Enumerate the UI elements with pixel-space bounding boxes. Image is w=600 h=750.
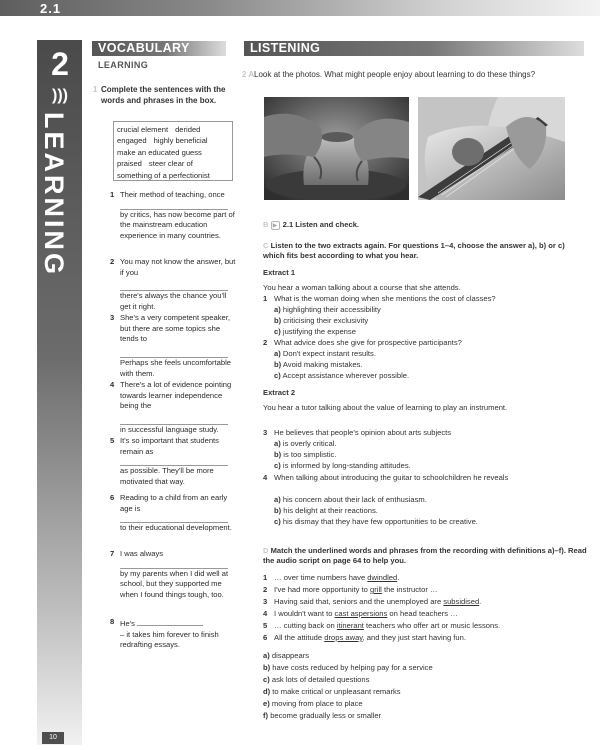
- sentence-text: There's a lot of evidence pointing towards learner independence being the: [120, 380, 232, 411]
- sentence-text: – it takes him forever to finish redrafting essays.: [120, 629, 219, 650]
- option-letter: b): [274, 450, 282, 459]
- sentence-number: 7: [110, 549, 115, 558]
- sentence-text: to their educational development.: [120, 523, 232, 533]
- answer-gap[interactable]: [120, 282, 228, 291]
- sentence-text: as possible. They'll be more motivated that way.: [120, 466, 214, 486]
- sentence-text: there's always the chance you'll get it right.: [120, 291, 227, 311]
- definition-text: to make critical or unpleasant remarks: [272, 687, 401, 696]
- definition-text: ask lots of detailed questions: [271, 675, 370, 684]
- item-number: 3: [263, 597, 268, 606]
- option-text: Accept assistance wherever possible.: [282, 371, 410, 380]
- question-text: What is the woman doing when she mentions the cost of classes?: [274, 294, 496, 303]
- sentence-number: 8: [110, 617, 115, 626]
- question-3: [263, 428, 588, 438]
- unit-number: 2: [51, 46, 69, 82]
- definition-letter: d): [263, 687, 271, 696]
- question-text: He believes that people's opinion about arts subjects: [274, 428, 452, 437]
- item-number: 6: [263, 633, 268, 642]
- answer-gap[interactable]: [120, 416, 228, 425]
- sentence-item: [110, 617, 238, 651]
- exercise-c: [263, 241, 588, 262]
- definition-item: [263, 699, 588, 709]
- option-letter: c): [274, 461, 281, 470]
- item-text: the instructor …: [381, 585, 438, 594]
- item-text: Having said that, seniors and the unemployed are: [274, 597, 444, 606]
- definition-text: disappears: [271, 651, 310, 660]
- sentence-number: 2: [110, 257, 115, 266]
- exercise-number: 1: [93, 85, 98, 94]
- definition-text: become gradually less or smaller: [270, 711, 382, 720]
- word-box: [113, 121, 233, 181]
- option-letter: b): [274, 506, 282, 515]
- option-letter: a): [274, 349, 281, 358]
- sentence-text: in successful language study.: [120, 424, 219, 434]
- option-text: Avoid making mistakes.: [282, 360, 363, 369]
- underlined-word: dwindled: [367, 573, 398, 582]
- question-number: 1: [263, 294, 268, 303]
- sentence-text: by critics, has now become part of the mainstream education experience in many countries.: [120, 209, 235, 240]
- item-text: I've had more opportunity to: [274, 585, 371, 594]
- sentence-item: [110, 380, 238, 436]
- extract-1-title: Extract 1: [263, 268, 296, 277]
- guitar-photo: [418, 97, 565, 200]
- sentence-text: It's so important that students remain as: [120, 436, 219, 456]
- answer-gap[interactable]: [120, 201, 228, 210]
- sentence-item: [110, 257, 238, 313]
- item-number: 4: [263, 609, 268, 618]
- item-text: … cutting back on: [274, 621, 337, 630]
- underlined-word: cast aspersions: [334, 609, 388, 618]
- answer-option[interactable]: [274, 517, 586, 527]
- page-number: 10: [42, 732, 64, 744]
- definition-letter: b): [263, 663, 271, 672]
- sentence-item: [110, 436, 238, 488]
- exercise-letter: D: [263, 546, 269, 555]
- answer-option[interactable]: [274, 506, 586, 516]
- instruction-text: Look at the photos. What might people enjoy about learning to do these things?: [254, 70, 536, 79]
- item-text: , and they just start having fun.: [362, 633, 466, 642]
- box-word: highly beneficial: [153, 136, 208, 146]
- item-text: … over time numbers have: [274, 573, 368, 582]
- answer-option[interactable]: [274, 495, 586, 505]
- box-word: make an educated guess: [117, 147, 202, 157]
- definition-letter: e): [263, 699, 270, 708]
- underlined-word: itinerant: [336, 621, 364, 630]
- answer-gap[interactable]: [120, 514, 228, 523]
- exercise-d: [263, 546, 588, 567]
- item-text: All the attitude: [274, 633, 325, 642]
- sentence-text: He's: [120, 619, 135, 628]
- option-letter: a): [274, 439, 281, 448]
- sentence-number: 5: [110, 436, 115, 445]
- underlined-word: drops away: [324, 633, 363, 642]
- extract-1-intro: You hear a woman talking about a course that she attends.: [263, 283, 461, 292]
- sentence-text: I was always: [120, 549, 164, 558]
- sentence-item: [110, 549, 238, 601]
- match-item: [263, 573, 588, 583]
- answer-option[interactable]: [274, 349, 586, 359]
- option-letter: c): [274, 517, 281, 526]
- definition-letter: c): [263, 675, 270, 684]
- answer-option[interactable]: [274, 316, 586, 326]
- item-number: 5: [263, 621, 268, 630]
- answer-gap[interactable]: [120, 560, 228, 569]
- instruction-text: Complete the sentences with the words and phrases in the box.: [101, 85, 226, 105]
- unit-title-vertical: [41, 112, 79, 342]
- match-item: [263, 633, 588, 643]
- top-banner: [0, 0, 600, 16]
- item-text: I wouldn't want to: [274, 609, 335, 618]
- definition-item: [263, 711, 588, 721]
- instruction-text: Match the underlined words and phrases from the recording with definitions a)–f). Read the audio script on page 64 to help you.: [263, 546, 587, 566]
- definition-text: moving from place to place: [271, 699, 363, 708]
- option-text: criticising their exclusivity: [283, 316, 369, 325]
- match-item: [263, 585, 588, 595]
- instruction-text: Listen to the two extracts again. For questions 1–4, choose the answer a), b) or c) which fits best according to what you hear.: [263, 241, 565, 261]
- definition-item: [263, 663, 588, 673]
- sentence-item: [110, 493, 238, 534]
- sentence-text: Perhaps she feels uncomfortable with them.: [120, 357, 232, 378]
- box-word: engaged: [117, 136, 147, 146]
- match-item: [263, 597, 588, 607]
- unit-title: LEARNING: [39, 112, 69, 277]
- question-2: [263, 338, 588, 348]
- item-number: 2: [263, 585, 268, 594]
- option-text: is overly critical.: [282, 439, 337, 448]
- box-word: something of a perfectionist: [117, 170, 210, 180]
- question-number: 2: [263, 338, 268, 347]
- question-4: [263, 473, 588, 483]
- sentence-number: 1: [110, 190, 115, 199]
- answer-option[interactable]: [274, 360, 586, 370]
- definition-item: [263, 687, 588, 697]
- listening-heading: LISTENING: [244, 41, 584, 56]
- answer-option[interactable]: [274, 450, 586, 460]
- audio-track: 2.1: [282, 220, 294, 229]
- question-text: What advice does she give for prospective participants?: [274, 338, 462, 347]
- option-text: is too simplistic.: [283, 450, 337, 459]
- definition-text: have costs reduced by helping pay for a service: [272, 663, 433, 672]
- sentence-text: She's a very competent speaker, but there are some topics she tends to: [120, 313, 230, 344]
- exercise-1-instruction: [93, 85, 231, 106]
- item-text: .: [397, 573, 400, 582]
- item-text: on head teachers …: [387, 609, 458, 618]
- extract-2-intro: You hear a tutor talking about the value of learning to play an instrument.: [263, 403, 508, 412]
- definition-letter: a): [263, 651, 270, 660]
- question-text: When talking about introducing the guitar to schoolchildren he reveals: [274, 473, 509, 482]
- answer-option[interactable]: [274, 305, 586, 315]
- option-letter: b): [274, 316, 282, 325]
- answer-gap[interactable]: [120, 457, 228, 466]
- sentence-text: by my parents when I did well at school, but they supported me when I found things tough, too.: [120, 568, 229, 599]
- sentence-number: 4: [110, 380, 115, 389]
- option-letter: b): [274, 360, 282, 369]
- sentence-number: 3: [110, 313, 115, 322]
- answer-option[interactable]: [274, 439, 586, 449]
- vocabulary-subheading: LEARNING: [98, 60, 149, 70]
- item-text: .: [479, 597, 482, 606]
- option-letter: a): [274, 305, 281, 314]
- match-item: [263, 621, 588, 631]
- extract-2-title: Extract 2: [263, 388, 296, 397]
- exercise-letter: B: [263, 220, 269, 229]
- box-word: crucial element: [117, 125, 169, 134]
- option-text: justifying the expense: [282, 327, 356, 336]
- option-text: is informed by long-standing attitudes.: [282, 461, 411, 470]
- sentence-text: You may not know the answer, but if you: [120, 257, 236, 277]
- answer-gap[interactable]: [120, 349, 228, 358]
- exercise-letter: C: [263, 241, 269, 250]
- sentence-text: Their method of teaching, once: [120, 190, 225, 199]
- option-text: his dismay that they have few opportunities to be creative.: [282, 517, 478, 526]
- option-letter: c): [274, 371, 281, 380]
- underlined-word: subsidised: [443, 597, 480, 606]
- option-letter: a): [274, 495, 281, 504]
- box-word: steer clear of: [148, 159, 193, 169]
- answer-option[interactable]: [274, 371, 586, 381]
- option-text: Don't expect instant results.: [282, 349, 376, 358]
- underlined-word: grill: [370, 585, 382, 594]
- option-letter: c): [274, 327, 281, 336]
- exercise-number: 2 A: [242, 70, 255, 79]
- instruction-text: Listen and check.: [295, 220, 360, 229]
- definition-item: [263, 675, 588, 685]
- audio-icon[interactable]: ▶: [271, 221, 280, 230]
- option-text: highlighting their accessibility: [282, 305, 381, 314]
- pottery-photo: [264, 97, 409, 200]
- answer-option[interactable]: [274, 461, 586, 471]
- sentence-number: 6: [110, 493, 115, 502]
- exercise-b: [263, 220, 588, 230]
- unit-tag: 2.1: [40, 1, 62, 16]
- sound-waves-icon: ))): [52, 87, 68, 104]
- box-word: praised: [117, 159, 142, 169]
- question-number: 3: [263, 428, 268, 437]
- sentence-item: [110, 190, 238, 242]
- definition-letter: f): [263, 711, 269, 720]
- match-item: [263, 609, 588, 619]
- question-1: [263, 294, 588, 304]
- sentence-text: Reading to a child from an early age is: [120, 493, 228, 513]
- question-number: 4: [263, 473, 268, 482]
- item-text: teachers who offer art or music lessons.: [363, 621, 501, 630]
- sentence-item: [110, 313, 238, 379]
- box-word: derided: [175, 125, 201, 134]
- exercise-2a-instruction: [242, 70, 584, 81]
- definition-item: [263, 651, 588, 661]
- option-text: his concern about their lack of enthusiasm.: [282, 495, 427, 504]
- vocabulary-heading: VOCABULARY: [92, 41, 226, 56]
- answer-gap[interactable]: [137, 617, 203, 626]
- answer-option[interactable]: [274, 327, 586, 337]
- option-text: his delight at their reactions.: [283, 506, 378, 515]
- item-number: 1: [263, 573, 268, 582]
